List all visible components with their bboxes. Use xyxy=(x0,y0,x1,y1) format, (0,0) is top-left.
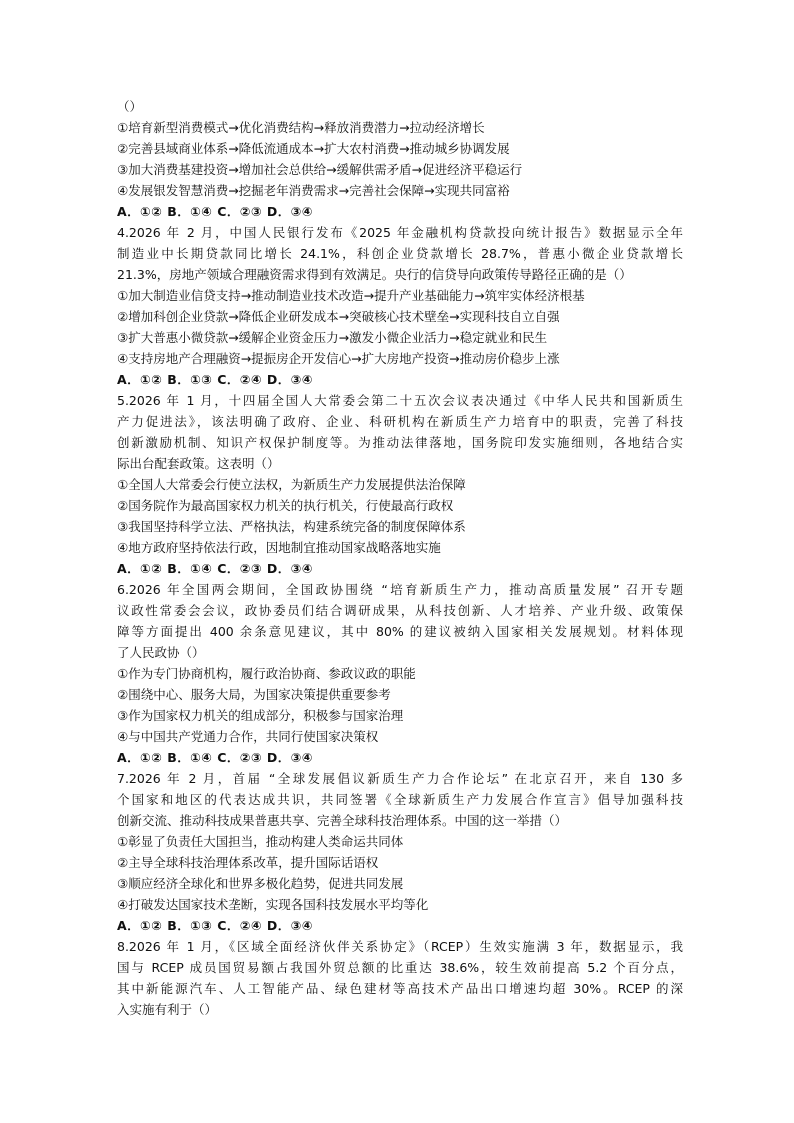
q4-stem-line-3: 21.3%，房地产领域合理融资需求得到有效满足。央行的信贷导向政策传导路径正确的是（） xyxy=(117,267,632,282)
q5-stem-line-1: 5.2026 年 1 月，十四届全国人大常委会第二十五次会议表决通过《中华人民共和国新质生 xyxy=(117,393,683,408)
q3-option-4: ④发展银发智慧消费→挖掘老年消费需求→完善社会保障→实现共同富裕 xyxy=(117,183,510,198)
q4-option-2: ②增加科创企业贷款→降低企业研发成本→突破核心技术壁垒→实现科技自立自强 xyxy=(117,309,560,324)
q6-option-3: ③作为国家权力机关的组成部分，积极参与国家治理 xyxy=(117,708,404,723)
q7-option-4: ④打破发达国家技术垄断，实现各国科技发展水平均等化 xyxy=(117,897,429,912)
q3-option-3: ③加大消费基建投资→增加社会总供给→缓解供需矛盾→促进经济平稳运行 xyxy=(117,162,523,177)
q5-stem-line-3: 创新激励机制、知识产权保护制度等。为推动法律落地，国务院印发实施细则，各地结合实 xyxy=(117,435,683,450)
q6-option-1: ①作为专门协商机构，履行政治协商、参政议政的职能 xyxy=(117,666,416,681)
q4-option-4: ④支持房地产合理融资→提振房企开发信心→扩大房地产投资→推动房价稳步上涨 xyxy=(117,351,560,366)
q6-option-2: ②围绕中心、服务大局，为国家决策提供重要参考 xyxy=(117,687,391,702)
q7-stem-line-1: 7.2026 年 2 月，首届 “全球发展倡议新质生产力合作论坛” 在北京召开，来自 130 多 xyxy=(117,771,683,786)
q8-stem-line-2: 国与 RCEP 成员国贸易额占我国外贸总额的比重达 38.6%，较生效前提高 5.2 个百分点， xyxy=(117,960,683,975)
q4-option-3: ③扩大普惠小微贷款→缓解企业资金压力→激发小微企业活力→稳定就业和民生 xyxy=(117,330,548,345)
q4-option-1: ①加大制造业信贷支持→推动制造业技术改造→提升产业基础能力→筑牢实体经济根基 xyxy=(117,288,585,303)
q5-option-4: ④地方政府坚持依法行政，因地制宜推动国家战略落地实施 xyxy=(117,540,441,555)
q5-option-1: ①全国人大常委会行使立法权，为新质生产力发展提供法治保障 xyxy=(117,477,466,492)
q5-answer-choices: A．①② B．①④ C．②③ D．③④ xyxy=(117,561,313,576)
q8-stem-line-4: 入实施有利于（） xyxy=(117,1002,218,1017)
q7-option-3: ③顺应经济全球化和世界多极化趋势，促进共同发展 xyxy=(117,876,404,891)
q5-option-2: ②国务院作为最高国家权力机关的执行机关，行使最高行政权 xyxy=(117,498,454,513)
q6-stem-line-1: 6.2026 年全国两会期间，全国政协围绕 “培育新质生产力，推动高质量发展” 召开专题 xyxy=(117,582,683,597)
q6-option-4: ④与中国共产党通力合作，共同行使国家决策权 xyxy=(117,729,379,744)
q7-option-1: ①彰显了负责任大国担当，推动构建人类命运共同体 xyxy=(117,834,404,849)
q3-option-1: ①培育新型消费模式→优化消费结构→释放消费潜力→拉动经济增长 xyxy=(117,120,485,135)
q5-option-3: ③我国坚持科学立法、严格执法，构建系统完备的制度保障体系 xyxy=(117,519,466,534)
q7-answer-choices: A．①② B．①③ C．②④ D．③④ xyxy=(117,918,313,933)
q8-stem-line-1: 8.2026 年 1 月，《区域全面经济伙伴关系协定》（RCEP）生效实施满 3 年，数据显示，我 xyxy=(117,939,683,954)
q7-option-2: ②主导全球科技治理体系改革，提升国际话语权 xyxy=(117,855,379,870)
q7-stem-line-2: 个国家和地区的代表达成共识，共同签署《全球新质生产力发展合作宣言》倡导加强科技 xyxy=(117,792,683,807)
question-3-tail: （） xyxy=(117,99,143,114)
q5-stem-line-4: 际出台配套政策。这表明（） xyxy=(117,456,280,471)
exam-page xyxy=(117,96,683,1020)
q6-answer-choices: A．①② B．①④ C．②③ D．③④ xyxy=(117,750,313,765)
q6-stem-line-2: 议政性常委会会议，政协委员们结合调研成果，从科技创新、人才培养、产业升级、政策保 xyxy=(117,603,683,618)
q7-stem-line-3: 创新交流、推动科技成果普惠共享、完善全球科技治理体系。中国的这一举措（） xyxy=(117,813,568,828)
q3-option-2: ②完善县域商业体系→降低流通成本→扩大农村消费→推动城乡协调发展 xyxy=(117,141,510,156)
q3-answer-choices: A．①② B．①④ C．②③ D．③④ xyxy=(117,204,313,219)
q5-stem-line-2: 产力促进法》，该法明确了政府、企业、科研机构在新质生产力培育中的职责，完善了科技 xyxy=(117,414,683,429)
q6-stem-line-4: 了人民政协（） xyxy=(117,645,205,660)
q6-stem-line-3: 障等方面提出 400 余条意见建议，其中 80% 的建议被纳入国家相关发展规划。材料体现 xyxy=(117,624,683,639)
q8-stem-line-3: 其中新能源汽车、人工智能产品、绿色建材等高技术产品出口增速均超 30%。RCEP 的深 xyxy=(117,981,683,996)
q4-stem-line-1: 4.2026 年 2 月，中国人民银行发布《2025 年金融机构贷款投向统计报告》数据显示全年 xyxy=(117,225,683,240)
q4-answer-choices: A．①② B．①③ C．②④ D．③④ xyxy=(117,372,313,387)
q4-stem-line-2: 制造业中长期贷款同比增长 24.1%，科创企业贷款增长 28.7%，普惠小微企业贷款增长 xyxy=(117,246,683,261)
